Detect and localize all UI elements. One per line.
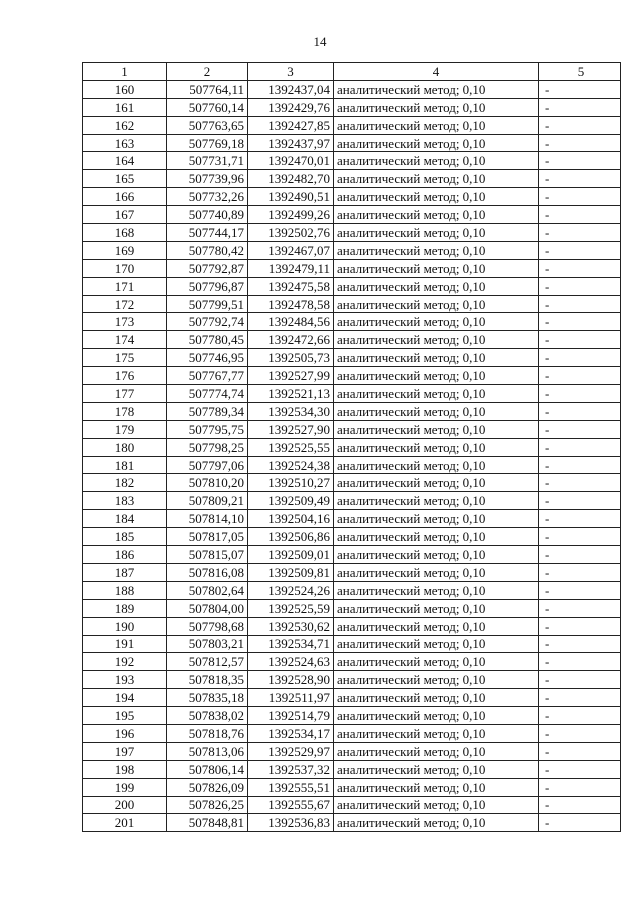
point-number-cell: 194 xyxy=(83,689,167,707)
note-cell: - xyxy=(539,152,621,170)
y-coordinate-cell: 1392536,83 xyxy=(248,814,334,832)
header-row xyxy=(83,63,621,81)
note-cell: - xyxy=(539,116,621,134)
table-row xyxy=(83,420,621,438)
method-accuracy-cell: аналитический метод; 0,10 xyxy=(334,814,539,832)
method-accuracy-cell: аналитический метод; 0,10 xyxy=(334,420,539,438)
table-row xyxy=(83,206,621,224)
note-cell: - xyxy=(539,367,621,385)
point-number-cell: 190 xyxy=(83,617,167,635)
y-coordinate-cell: 1392510,27 xyxy=(248,474,334,492)
y-coordinate-cell: 1392490,51 xyxy=(248,188,334,206)
method-accuracy-cell: аналитический метод; 0,10 xyxy=(334,778,539,796)
y-coordinate-cell: 1392530,62 xyxy=(248,617,334,635)
y-coordinate-cell: 1392484,56 xyxy=(248,313,334,331)
point-number-cell: 175 xyxy=(83,349,167,367)
x-coordinate-cell: 507780,45 xyxy=(167,331,248,349)
note-cell: - xyxy=(539,796,621,814)
x-coordinate-cell: 507810,20 xyxy=(167,474,248,492)
method-accuracy-cell: аналитический метод; 0,10 xyxy=(334,724,539,742)
table-row xyxy=(83,528,621,546)
method-accuracy-cell: аналитический метод; 0,10 xyxy=(334,742,539,760)
table-row xyxy=(83,241,621,259)
x-coordinate-cell: 507813,06 xyxy=(167,742,248,760)
x-coordinate-cell: 507746,95 xyxy=(167,349,248,367)
table-row xyxy=(83,80,621,98)
x-coordinate-cell: 507806,14 xyxy=(167,760,248,778)
method-accuracy-cell: аналитический метод; 0,10 xyxy=(334,456,539,474)
page-number: 14 xyxy=(313,34,327,49)
point-number-cell: 191 xyxy=(83,635,167,653)
point-number-cell: 179 xyxy=(83,420,167,438)
table-row xyxy=(83,152,621,170)
table-row xyxy=(83,510,621,528)
method-accuracy-cell: аналитический метод; 0,10 xyxy=(334,617,539,635)
note-cell: - xyxy=(539,653,621,671)
table-row xyxy=(83,492,621,510)
note-cell: - xyxy=(539,563,621,581)
note-cell: - xyxy=(539,456,621,474)
y-coordinate-cell: 1392521,13 xyxy=(248,385,334,403)
method-accuracy-cell: аналитический метод; 0,10 xyxy=(334,206,539,224)
x-coordinate-cell: 507789,34 xyxy=(167,402,248,420)
note-cell: - xyxy=(539,474,621,492)
x-coordinate-cell: 507760,14 xyxy=(167,98,248,116)
table-body xyxy=(83,80,621,831)
table-row xyxy=(83,617,621,635)
x-coordinate-cell: 507826,25 xyxy=(167,796,248,814)
x-coordinate-cell: 507816,08 xyxy=(167,563,248,581)
table-row xyxy=(83,474,621,492)
x-coordinate-cell: 507795,75 xyxy=(167,420,248,438)
table-row xyxy=(83,402,621,420)
y-coordinate-cell: 1392525,59 xyxy=(248,599,334,617)
x-coordinate-cell: 507764,11 xyxy=(167,80,248,98)
point-number-cell: 182 xyxy=(83,474,167,492)
point-number-cell: 200 xyxy=(83,796,167,814)
y-coordinate-cell: 1392534,17 xyxy=(248,724,334,742)
note-cell: - xyxy=(539,528,621,546)
table-row xyxy=(83,349,621,367)
table-row xyxy=(83,98,621,116)
y-coordinate-cell: 1392427,85 xyxy=(248,116,334,134)
table-row xyxy=(83,170,621,188)
method-accuracy-cell: аналитический метод; 0,10 xyxy=(334,152,539,170)
note-cell: - xyxy=(539,742,621,760)
method-accuracy-cell: аналитический метод; 0,10 xyxy=(334,331,539,349)
note-cell: - xyxy=(539,80,621,98)
y-coordinate-cell: 1392509,81 xyxy=(248,563,334,581)
table-row xyxy=(83,456,621,474)
note-cell: - xyxy=(539,402,621,420)
method-accuracy-cell: аналитический метод; 0,10 xyxy=(334,581,539,599)
method-accuracy-cell: аналитический метод; 0,10 xyxy=(334,438,539,456)
point-number-cell: 171 xyxy=(83,277,167,295)
y-coordinate-cell: 1392506,86 xyxy=(248,528,334,546)
table-row xyxy=(83,742,621,760)
point-number-cell: 163 xyxy=(83,134,167,152)
x-coordinate-cell: 507740,89 xyxy=(167,206,248,224)
x-coordinate-cell: 507797,06 xyxy=(167,456,248,474)
x-coordinate-cell: 507818,76 xyxy=(167,724,248,742)
table-row xyxy=(83,778,621,796)
note-cell: - xyxy=(539,778,621,796)
y-coordinate-cell: 1392537,32 xyxy=(248,760,334,778)
note-cell: - xyxy=(539,420,621,438)
method-accuracy-cell: аналитический метод; 0,10 xyxy=(334,98,539,116)
header-cell-3: 3 xyxy=(248,63,334,81)
x-coordinate-cell: 507802,64 xyxy=(167,581,248,599)
method-accuracy-cell: аналитический метод; 0,10 xyxy=(334,295,539,313)
table-row xyxy=(83,546,621,564)
x-coordinate-cell: 507818,35 xyxy=(167,671,248,689)
point-number-cell: 162 xyxy=(83,116,167,134)
x-coordinate-cell: 507732,26 xyxy=(167,188,248,206)
point-number-cell: 192 xyxy=(83,653,167,671)
note-cell: - xyxy=(539,510,621,528)
y-coordinate-cell: 1392437,97 xyxy=(248,134,334,152)
point-number-cell: 197 xyxy=(83,742,167,760)
method-accuracy-cell: аналитический метод; 0,10 xyxy=(334,796,539,814)
table-header xyxy=(83,63,621,81)
x-coordinate-cell: 507792,87 xyxy=(167,259,248,277)
header-cell-4: 4 xyxy=(334,63,539,81)
x-coordinate-cell: 507803,21 xyxy=(167,635,248,653)
x-coordinate-cell: 507799,51 xyxy=(167,295,248,313)
y-coordinate-cell: 1392482,70 xyxy=(248,170,334,188)
x-coordinate-cell: 507780,42 xyxy=(167,241,248,259)
table-row xyxy=(83,134,621,152)
point-number-cell: 187 xyxy=(83,563,167,581)
method-accuracy-cell: аналитический метод; 0,10 xyxy=(334,671,539,689)
y-coordinate-cell: 1392534,30 xyxy=(248,402,334,420)
x-coordinate-cell: 507815,07 xyxy=(167,546,248,564)
table-row xyxy=(83,116,621,134)
table-row xyxy=(83,760,621,778)
note-cell: - xyxy=(539,707,621,725)
note-cell: - xyxy=(539,259,621,277)
y-coordinate-cell: 1392467,07 xyxy=(248,241,334,259)
table-row xyxy=(83,331,621,349)
table-row xyxy=(83,438,621,456)
method-accuracy-cell: аналитический метод; 0,10 xyxy=(334,599,539,617)
y-coordinate-cell: 1392429,76 xyxy=(248,98,334,116)
point-number-cell: 186 xyxy=(83,546,167,564)
method-accuracy-cell: аналитический метод; 0,10 xyxy=(334,259,539,277)
y-coordinate-cell: 1392524,38 xyxy=(248,456,334,474)
point-number-cell: 168 xyxy=(83,224,167,242)
point-number-cell: 181 xyxy=(83,456,167,474)
note-cell: - xyxy=(539,724,621,742)
table-row xyxy=(83,599,621,617)
method-accuracy-cell: аналитический метод; 0,10 xyxy=(334,689,539,707)
note-cell: - xyxy=(539,98,621,116)
point-number-cell: 174 xyxy=(83,331,167,349)
y-coordinate-cell: 1392524,63 xyxy=(248,653,334,671)
note-cell: - xyxy=(539,581,621,599)
point-number-cell: 160 xyxy=(83,80,167,98)
method-accuracy-cell: аналитический метод; 0,10 xyxy=(334,707,539,725)
point-number-cell: 166 xyxy=(83,188,167,206)
header-cell-2: 2 xyxy=(167,63,248,81)
note-cell: - xyxy=(539,134,621,152)
point-number-cell: 193 xyxy=(83,671,167,689)
x-coordinate-cell: 507769,18 xyxy=(167,134,248,152)
point-number-cell: 199 xyxy=(83,778,167,796)
point-number-cell: 173 xyxy=(83,313,167,331)
x-coordinate-cell: 507798,25 xyxy=(167,438,248,456)
note-cell: - xyxy=(539,188,621,206)
header-cell-1: 1 xyxy=(83,63,167,81)
point-number-cell: 165 xyxy=(83,170,167,188)
y-coordinate-cell: 1392555,67 xyxy=(248,796,334,814)
table-row xyxy=(83,277,621,295)
x-coordinate-cell: 507774,74 xyxy=(167,385,248,403)
table-row xyxy=(83,188,621,206)
point-number-cell: 189 xyxy=(83,599,167,617)
x-coordinate-cell: 507796,87 xyxy=(167,277,248,295)
method-accuracy-cell: аналитический метод; 0,10 xyxy=(334,313,539,331)
y-coordinate-cell: 1392475,58 xyxy=(248,277,334,295)
method-accuracy-cell: аналитический метод; 0,10 xyxy=(334,510,539,528)
note-cell: - xyxy=(539,546,621,564)
point-number-cell: 185 xyxy=(83,528,167,546)
note-cell: - xyxy=(539,671,621,689)
table-row xyxy=(83,581,621,599)
point-number-cell: 180 xyxy=(83,438,167,456)
method-accuracy-cell: аналитический метод; 0,10 xyxy=(334,188,539,206)
x-coordinate-cell: 507838,02 xyxy=(167,707,248,725)
y-coordinate-cell: 1392511,97 xyxy=(248,689,334,707)
method-accuracy-cell: аналитический метод; 0,10 xyxy=(334,760,539,778)
y-coordinate-cell: 1392470,01 xyxy=(248,152,334,170)
note-cell: - xyxy=(539,295,621,313)
method-accuracy-cell: аналитический метод; 0,10 xyxy=(334,367,539,385)
table-row xyxy=(83,313,621,331)
note-cell: - xyxy=(539,170,621,188)
point-number-cell: 172 xyxy=(83,295,167,313)
point-number-cell: 167 xyxy=(83,206,167,224)
y-coordinate-cell: 1392529,97 xyxy=(248,742,334,760)
note-cell: - xyxy=(539,385,621,403)
note-cell: - xyxy=(539,277,621,295)
method-accuracy-cell: аналитический метод; 0,10 xyxy=(334,402,539,420)
point-number-cell: 188 xyxy=(83,581,167,599)
note-cell: - xyxy=(539,331,621,349)
method-accuracy-cell: аналитический метод; 0,10 xyxy=(334,653,539,671)
note-cell: - xyxy=(539,617,621,635)
point-number-cell: 170 xyxy=(83,259,167,277)
point-number-cell: 198 xyxy=(83,760,167,778)
method-accuracy-cell: аналитический метод; 0,10 xyxy=(334,349,539,367)
method-accuracy-cell: аналитический метод; 0,10 xyxy=(334,241,539,259)
point-number-cell: 161 xyxy=(83,98,167,116)
table-row xyxy=(83,295,621,313)
point-number-cell: 177 xyxy=(83,385,167,403)
x-coordinate-cell: 507744,17 xyxy=(167,224,248,242)
y-coordinate-cell: 1392478,58 xyxy=(248,295,334,313)
x-coordinate-cell: 507814,10 xyxy=(167,510,248,528)
y-coordinate-cell: 1392502,76 xyxy=(248,224,334,242)
point-number-cell: 201 xyxy=(83,814,167,832)
note-cell: - xyxy=(539,313,621,331)
point-number-cell: 176 xyxy=(83,367,167,385)
method-accuracy-cell: аналитический метод; 0,10 xyxy=(334,134,539,152)
method-accuracy-cell: аналитический метод; 0,10 xyxy=(334,80,539,98)
table-row xyxy=(83,385,621,403)
method-accuracy-cell: аналитический метод; 0,10 xyxy=(334,474,539,492)
note-cell: - xyxy=(539,599,621,617)
point-number-cell: 178 xyxy=(83,402,167,420)
note-cell: - xyxy=(539,224,621,242)
method-accuracy-cell: аналитический метод; 0,10 xyxy=(334,277,539,295)
method-accuracy-cell: аналитический метод; 0,10 xyxy=(334,492,539,510)
table-row xyxy=(83,563,621,581)
point-number-cell: 196 xyxy=(83,724,167,742)
y-coordinate-cell: 1392555,51 xyxy=(248,778,334,796)
x-coordinate-cell: 507817,05 xyxy=(167,528,248,546)
y-coordinate-cell: 1392509,49 xyxy=(248,492,334,510)
note-cell: - xyxy=(539,492,621,510)
point-number-cell: 195 xyxy=(83,707,167,725)
y-coordinate-cell: 1392479,11 xyxy=(248,259,334,277)
y-coordinate-cell: 1392504,16 xyxy=(248,510,334,528)
x-coordinate-cell: 507792,74 xyxy=(167,313,248,331)
method-accuracy-cell: аналитический метод; 0,10 xyxy=(334,170,539,188)
x-coordinate-cell: 507739,96 xyxy=(167,170,248,188)
point-number-cell: 164 xyxy=(83,152,167,170)
y-coordinate-cell: 1392524,26 xyxy=(248,581,334,599)
y-coordinate-cell: 1392528,90 xyxy=(248,671,334,689)
x-coordinate-cell: 507731,71 xyxy=(167,152,248,170)
y-coordinate-cell: 1392505,73 xyxy=(248,349,334,367)
x-coordinate-cell: 507812,57 xyxy=(167,653,248,671)
table-row xyxy=(83,707,621,725)
x-coordinate-cell: 507763,65 xyxy=(167,116,248,134)
method-accuracy-cell: аналитический метод; 0,10 xyxy=(334,224,539,242)
x-coordinate-cell: 507798,68 xyxy=(167,617,248,635)
point-number-cell: 183 xyxy=(83,492,167,510)
x-coordinate-cell: 507826,09 xyxy=(167,778,248,796)
x-coordinate-cell: 507809,21 xyxy=(167,492,248,510)
method-accuracy-cell: аналитический метод; 0,10 xyxy=(334,385,539,403)
table-row xyxy=(83,224,621,242)
x-coordinate-cell: 507804,00 xyxy=(167,599,248,617)
y-coordinate-cell: 1392527,90 xyxy=(248,420,334,438)
method-accuracy-cell: аналитический метод; 0,10 xyxy=(334,528,539,546)
y-coordinate-cell: 1392472,66 xyxy=(248,331,334,349)
method-accuracy-cell: аналитический метод; 0,10 xyxy=(334,116,539,134)
y-coordinate-cell: 1392509,01 xyxy=(248,546,334,564)
note-cell: - xyxy=(539,635,621,653)
table-row xyxy=(83,724,621,742)
note-cell: - xyxy=(539,438,621,456)
note-cell: - xyxy=(539,814,621,832)
point-number-cell: 184 xyxy=(83,510,167,528)
x-coordinate-cell: 507767,77 xyxy=(167,367,248,385)
coordinates-table xyxy=(82,62,621,832)
table-row xyxy=(83,367,621,385)
method-accuracy-cell: аналитический метод; 0,10 xyxy=(334,546,539,564)
y-coordinate-cell: 1392437,04 xyxy=(248,80,334,98)
note-cell: - xyxy=(539,349,621,367)
y-coordinate-cell: 1392499,26 xyxy=(248,206,334,224)
x-coordinate-cell: 507835,18 xyxy=(167,689,248,707)
table-row xyxy=(83,653,621,671)
table-row xyxy=(83,814,621,832)
table-row xyxy=(83,259,621,277)
table-row xyxy=(83,671,621,689)
note-cell: - xyxy=(539,241,621,259)
table-row xyxy=(83,796,621,814)
y-coordinate-cell: 1392525,55 xyxy=(248,438,334,456)
note-cell: - xyxy=(539,689,621,707)
y-coordinate-cell: 1392527,99 xyxy=(248,367,334,385)
table-row xyxy=(83,689,621,707)
table-row xyxy=(83,635,621,653)
method-accuracy-cell: аналитический метод; 0,10 xyxy=(334,563,539,581)
note-cell: - xyxy=(539,760,621,778)
header-cell-5: 5 xyxy=(539,63,621,81)
method-accuracy-cell: аналитический метод; 0,10 xyxy=(334,635,539,653)
point-number-cell: 169 xyxy=(83,241,167,259)
y-coordinate-cell: 1392514,79 xyxy=(248,707,334,725)
y-coordinate-cell: 1392534,71 xyxy=(248,635,334,653)
note-cell: - xyxy=(539,206,621,224)
x-coordinate-cell: 507848,81 xyxy=(167,814,248,832)
